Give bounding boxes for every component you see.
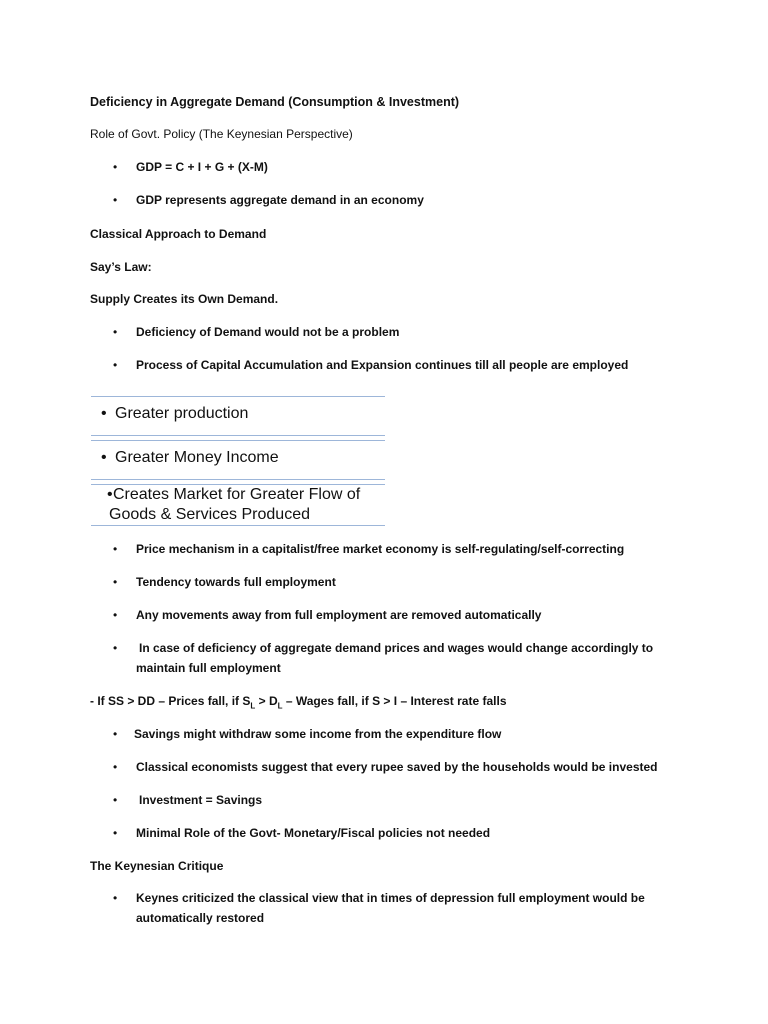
subtitle-heading: Role of Govt. Policy (The Keynesian Perspective) (90, 127, 353, 141)
list-item: In case of deficiency of aggregate demand prices and wages would change accordingly to (139, 641, 654, 655)
list-item: Any movements away from full employment are removed automatically (136, 608, 542, 622)
list-item: Classical economists suggest that every rupee saved by the households would be invested (136, 760, 658, 774)
list-item: Deficiency of Demand would not be a problem (136, 325, 400, 339)
bullet-marker: • (113, 358, 118, 372)
section-heading-classical: Classical Approach to Demand (90, 227, 267, 241)
section-heading-supply: Supply Creates its Own Demand. (90, 292, 279, 306)
list-item-continuation: maintain full employment (136, 661, 281, 675)
list-item: GDP represents aggregate demand in an economy (136, 193, 424, 207)
list-item: Savings might withdraw some income from the expenditure flow (134, 727, 502, 741)
flow-box-market (91, 484, 385, 526)
list-item: Investment = Savings (139, 793, 263, 807)
bullet-marker: • (113, 641, 118, 655)
section-heading-says-law: Say’s Law: (90, 260, 152, 274)
bullet-marker: • (113, 193, 118, 207)
flow-box-production (91, 396, 385, 436)
bullet-marker: • (107, 486, 113, 503)
list-item: Price mechanism in a capitalist/free market economy is self-regulating/self-correcting (136, 542, 625, 556)
list-item: Process of Capital Accumulation and Expansion continues till all people are employed (136, 358, 629, 372)
section-heading-keynesian: The Keynesian Critique (90, 859, 224, 873)
list-item: Keynes criticized the classical view that in times of depression full employment would be (136, 891, 645, 905)
bullet-marker: • (113, 160, 118, 174)
flow-box-label: Greater production (115, 405, 249, 422)
bullet-marker: • (113, 542, 118, 556)
bullet-marker: • (113, 760, 118, 774)
bullet-marker: • (101, 449, 107, 466)
flow-box-income (91, 440, 385, 480)
bullet-marker: • (113, 608, 118, 622)
flow-box-label: Creates Market for Greater Flow of (113, 486, 361, 503)
bullet-marker: • (113, 793, 118, 807)
bullet-marker: • (113, 891, 118, 905)
list-item: GDP = C + I + G + (X-M) (136, 160, 268, 174)
price-wage-interest-rules: - If SS > DD – Prices fall, if $S_L > D_L$ – Wages fall, if S > I – Interest rate falls (90, 694, 507, 711)
bullet-marker: • (101, 405, 107, 422)
title-heading: Deficiency in Aggregate Demand (Consumption & Investment) (90, 95, 460, 109)
list-item-continuation: automatically restored (136, 911, 265, 925)
bullet-marker: • (113, 826, 118, 840)
bullet-marker: • (113, 325, 118, 339)
bullet-marker: • (113, 727, 118, 741)
flow-box-label: Greater Money Income (115, 449, 279, 466)
list-item: Tendency towards full employment (136, 575, 336, 589)
bullet-marker: • (113, 575, 118, 589)
list-item: Minimal Role of the Govt- Monetary/Fiscal policies not needed (136, 826, 491, 840)
flow-box-label: Goods & Services Produced (109, 506, 310, 523)
